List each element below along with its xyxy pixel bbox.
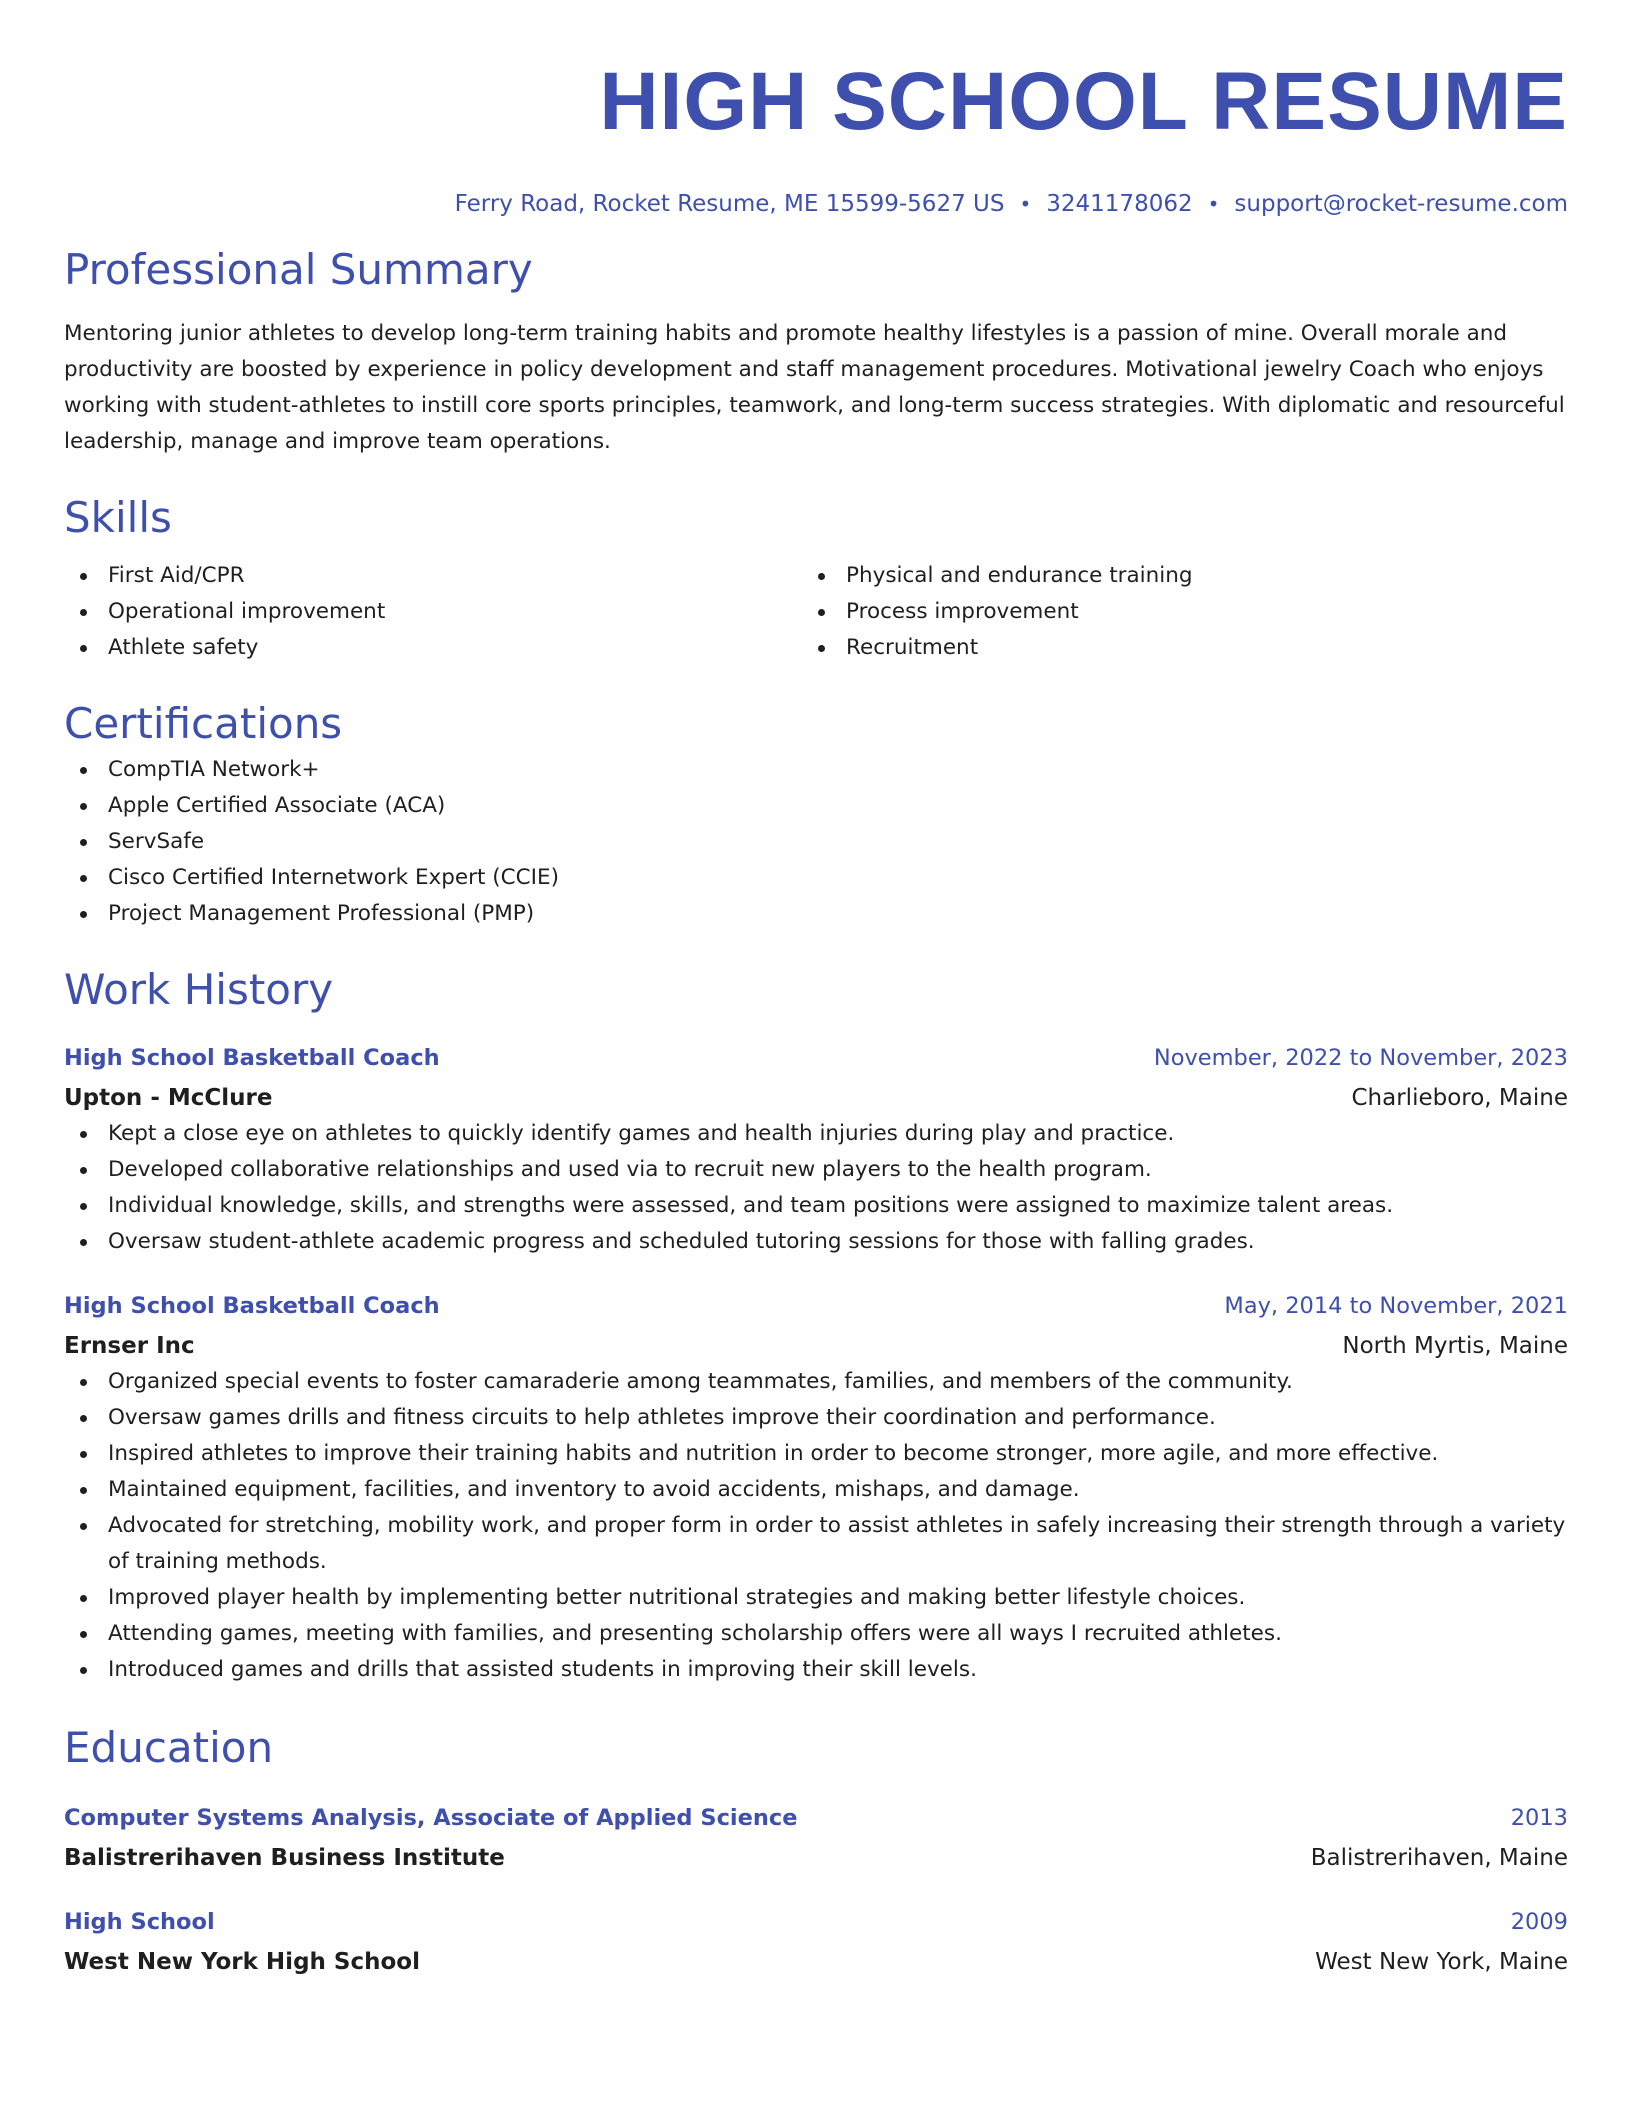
- job-bullet: Advocated for stretching, mobility work, and proper form in order to assist athletes in safely increasing their strength through a variety of training methods.: [64, 1508, 1568, 1580]
- education-heading: Education: [64, 1723, 274, 1772]
- contact-line: [64, 188, 1568, 220]
- skill-item: First Aid/CPR: [64, 558, 802, 594]
- education-year: 2009: [1510, 1909, 1568, 1935]
- job-bullets: [64, 1116, 1568, 1260]
- job-bullet: Attending games, meeting with families, and presenting scholarship offers were all ways I recruited athletes.: [64, 1616, 1568, 1652]
- contact-phone[interactable]: 3241178062: [1046, 191, 1193, 217]
- contact-separator: •: [1207, 192, 1220, 216]
- education-entry: [64, 1904, 1568, 1980]
- job-dates: May, 2014 to November, 2021: [1224, 1293, 1568, 1319]
- summary-heading: Professional Summary: [64, 245, 533, 294]
- summary-text: Mentoring junior athletes to develop long-term training habits and promote healthy lifestyles is a passion of mine. Overall morale and productivity are boosted by experience in policy development and staff management procedures. Motivational jewelry Coach who enjoys working with student-athletes to instill core sports principles, teamwork, and long-term success strategies. With diplomatic and resourceful leadership, manage and improve team operations.: [64, 321, 1565, 454]
- job-bullet: Oversaw games drills and fitness circuits to help athletes improve their coordination and performance.: [64, 1400, 1568, 1436]
- job-bullet: Maintained equipment, facilities, and inventory to avoid accidents, mishaps, and damage.: [64, 1472, 1568, 1508]
- job-entry: [64, 1288, 1568, 1688]
- skills-grid: [64, 558, 1568, 666]
- skill-item: Athlete safety: [64, 630, 802, 666]
- education-degree: High School: [64, 1909, 215, 1935]
- job-bullet: Improved player health by implementing better nutritional strategies and making better lifestyle choices.: [64, 1580, 1568, 1616]
- skill-item: Recruitment: [802, 630, 1540, 666]
- job-bullet: Organized special events to foster camaraderie among teammates, families, and members of the community.: [64, 1364, 1568, 1400]
- job-entry: [64, 1040, 1568, 1260]
- skill-item: Process improvement: [802, 594, 1540, 630]
- work-history-heading: Work History: [64, 965, 334, 1014]
- job-title: High School Basketball Coach: [64, 1045, 440, 1071]
- job-bullet: Inspired athletes to improve their training habits and nutrition in order to become stronger, more agile, and more effective.: [64, 1436, 1568, 1472]
- skills-section: [64, 490, 1568, 666]
- contact-email[interactable]: support@rocket-resume.com: [1234, 191, 1568, 217]
- job-bullet: Oversaw student-athlete academic progress and scheduled tutoring sessions for those with falling grades.: [64, 1224, 1568, 1260]
- resume-name: HIGH SCHOOL RESUME: [599, 56, 1568, 147]
- skills-column-right: [802, 558, 1540, 666]
- certification-item: Project Management Professional (PMP): [64, 896, 1568, 932]
- certification-item: Apple Certified Associate (ACA): [64, 788, 1568, 824]
- skill-item: Operational improvement: [64, 594, 802, 630]
- summary-section: [64, 242, 1568, 460]
- education-school: West New York High School: [64, 1949, 420, 1975]
- job-location: North Myrtis, Maine: [1342, 1333, 1568, 1359]
- education-degree: Computer Systems Analysis, Associate of Applied Science: [64, 1805, 798, 1831]
- contact-address: Ferry Road, Rocket Resume, ME 15599-5627 US: [454, 191, 1005, 217]
- skills-column-left: [64, 558, 802, 666]
- job-bullet: Introduced games and drills that assisted students in improving their skill levels.: [64, 1652, 1568, 1688]
- certification-item: ServSafe: [64, 824, 1568, 860]
- job-company: Ernser Inc: [64, 1333, 195, 1359]
- education-year: 2013: [1510, 1805, 1568, 1831]
- skills-heading: Skills: [64, 493, 172, 542]
- certifications-section: [64, 696, 1568, 932]
- education-entry: [64, 1800, 1568, 1876]
- education-location: Balistrerihaven, Maine: [1310, 1845, 1568, 1871]
- certification-item: CompTIA Network+: [64, 752, 1568, 788]
- job-bullet: Individual knowledge, skills, and strengths were assessed, and team positions were assigned to maximize talent areas.: [64, 1188, 1568, 1224]
- job-bullet: Developed collaborative relationships and used via to recruit new players to the health program.: [64, 1152, 1568, 1188]
- contact-separator: •: [1019, 192, 1032, 216]
- education-section: [64, 1720, 1568, 1980]
- job-bullets: [64, 1364, 1568, 1688]
- job-company: Upton - McClure: [64, 1085, 273, 1111]
- education-school: Balistrerihaven Business Institute: [64, 1845, 505, 1871]
- job-bullet: Kept a close eye on athletes to quickly identify games and health injuries during play and practice.: [64, 1116, 1568, 1152]
- job-dates: November, 2022 to November, 2023: [1153, 1045, 1568, 1071]
- certifications-list: [64, 752, 1568, 932]
- work-history-section: [64, 962, 1568, 1688]
- certification-item: Cisco Certified Internetwork Expert (CCIE): [64, 860, 1568, 896]
- skill-item: Physical and endurance training: [802, 558, 1540, 594]
- education-location: West New York, Maine: [1315, 1949, 1568, 1975]
- certifications-heading: Certifications: [64, 699, 343, 748]
- job-location: Charlieboro, Maine: [1351, 1085, 1568, 1111]
- job-title: High School Basketball Coach: [64, 1293, 440, 1319]
